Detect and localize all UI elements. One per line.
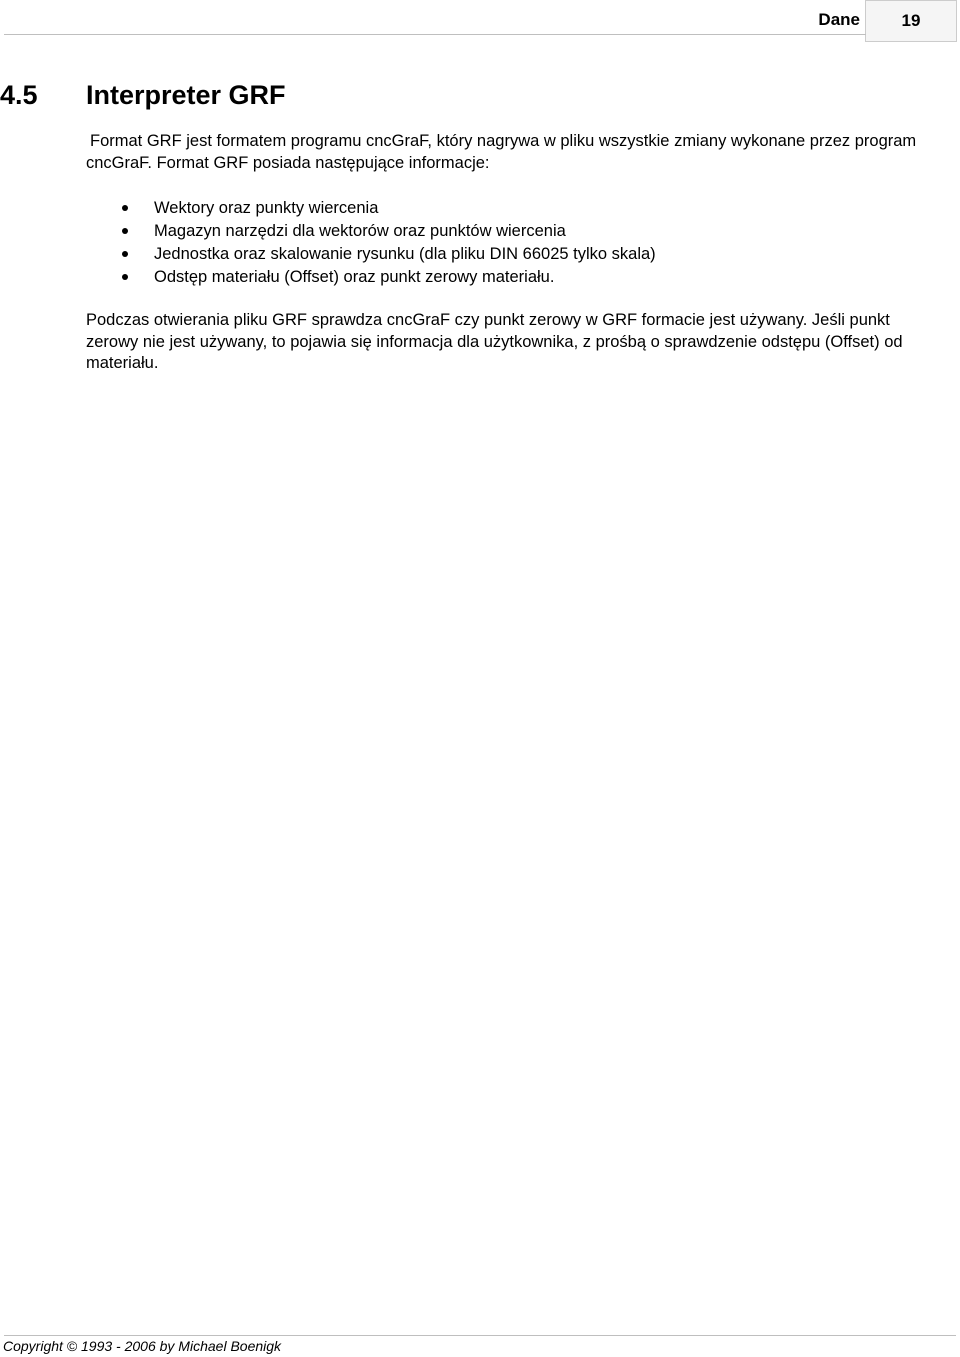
chapter-title: Dane bbox=[818, 10, 860, 29]
header-divider bbox=[4, 34, 866, 35]
bullet-icon bbox=[122, 251, 128, 257]
list-item-text: Jednostka oraz skalowanie rysunku (dla pliku DIN 66025 tylko skala) bbox=[154, 245, 656, 263]
section-heading bbox=[0, 80, 286, 111]
page-header bbox=[0, 0, 960, 44]
list-item-text: Wektory oraz punkty wiercenia bbox=[154, 199, 379, 217]
list-item bbox=[0, 244, 656, 267]
bullet-icon bbox=[122, 205, 128, 211]
body-paragraph: Podczas otwierania pliku GRF sprawdza cncGraF czy punkt zerowy w GRF formacie jest używany. Jeśli punkt zerowy nie jest używany, to pojawia się informacja dla użytkownika, z prośbą o sprawdzenie odstępu (Offset) od materiału. bbox=[86, 311, 903, 372]
bullet-icon bbox=[122, 228, 128, 234]
footer-divider bbox=[4, 1335, 956, 1336]
intro-paragraph: Format GRF jest formatem programu cncGraF, który nagrywa w pliku wszystkie zmiany wykonane przez program cncGraF. Format GRF posiada następujące informacje: bbox=[86, 132, 917, 172]
section-number: 4.5 bbox=[0, 80, 38, 110]
list-item bbox=[0, 267, 656, 290]
list-item-text: Odstęp materiału (Offset) oraz punkt zerowy materiału. bbox=[154, 268, 555, 286]
list-item-text: Magazyn narzędzi dla wektorów oraz punktów wiercenia bbox=[154, 222, 566, 240]
copyright-notice: Copyright © 1993 - 2006 by Michael Boenigk bbox=[3, 1338, 282, 1354]
list-item bbox=[0, 198, 656, 221]
info-list bbox=[0, 198, 656, 290]
bullet-icon bbox=[122, 274, 128, 280]
page-number-box bbox=[865, 0, 957, 42]
list-item bbox=[0, 221, 656, 244]
page-number: 19 bbox=[901, 11, 921, 30]
section-title-text: Interpreter GRF bbox=[86, 80, 286, 110]
